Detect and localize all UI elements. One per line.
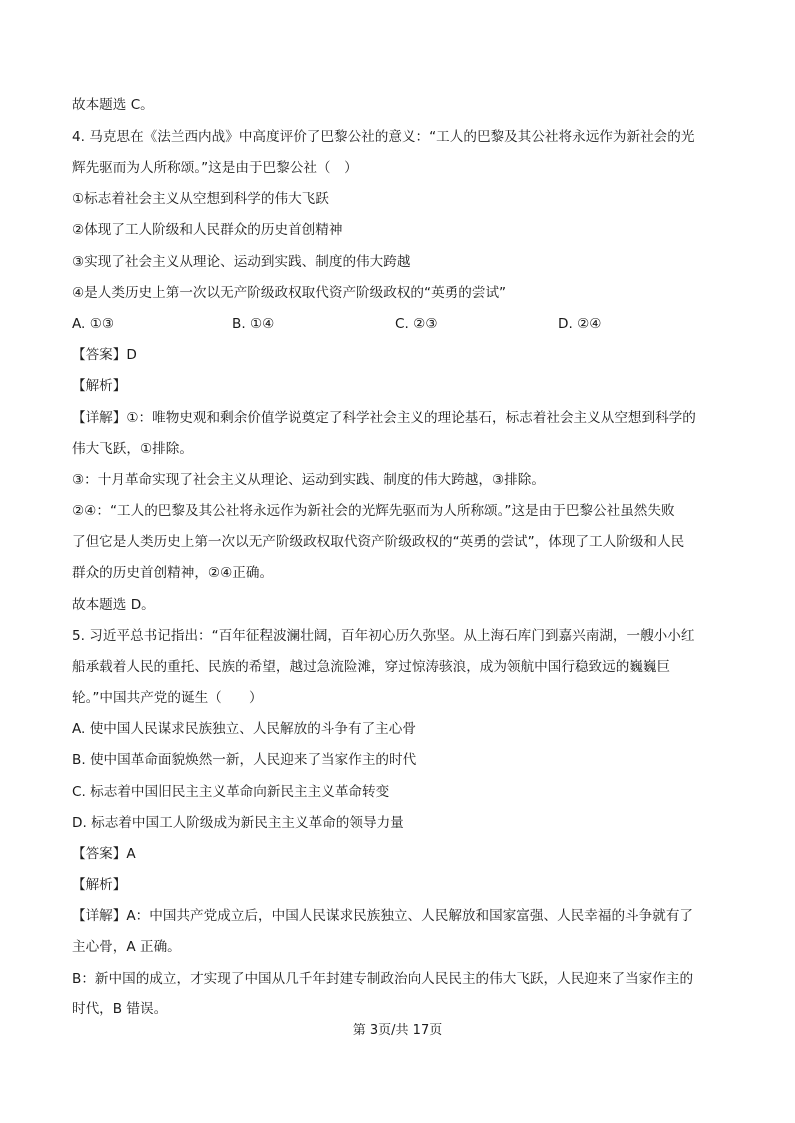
q5-option-b: B. 使中国革命面貌焕然一新，人民迎来了当家作主的时代: [72, 752, 417, 768]
q4-stem-line-2: 辉先驱而为人所称颂。”这是由于巴黎公社（ ）: [72, 160, 358, 176]
q4-option-b: B. ①④: [232, 316, 275, 332]
q4-detail-line-3: ③：十月革命实现了社会主义从理论、运动到实践、制度的伟大跨越，③排除。: [72, 472, 545, 488]
previous-conclusion: 故本题选 C。: [72, 97, 154, 113]
q4-answer: 【答案】D: [72, 347, 137, 363]
q5-stem-line-3: 轮。”中国共产党的诞生（ ）: [72, 690, 263, 706]
q4-conclusion: 故本题选 D。: [72, 597, 155, 613]
q5-option-c: C. 标志着中国旧民主主义革命向新民主主义革命转变: [72, 784, 390, 800]
q5-detail-line-3: B：新中国的成立，才实现了中国从几千年封建专制政治向人民民主的伟大飞跃，人民迎来了当家作主的: [72, 971, 694, 987]
q4-statement-3: ③实现了社会主义从理论、运动到实践、制度的伟大跨越: [72, 254, 411, 270]
q4-detail-line-5: 了但它是人类历史上第一次以无产阶级政权取代资产阶级政权的“英勇的尝试”，体现了工人阶级和人民: [72, 534, 685, 550]
q4-option-d: D. ②④: [558, 316, 602, 332]
q5-detail-line-4: 时代，B 错误。: [72, 1001, 168, 1017]
q5-answer: 【答案】A: [72, 846, 136, 862]
q4-statement-4: ④是人类历史上第一次以无产阶级政权取代资产阶级政权的“英勇的尝试”: [72, 285, 507, 301]
q5-analysis-label: 【解析】: [72, 877, 127, 893]
q4-option-c: C. ②③: [395, 316, 438, 332]
q5-option-d: D. 标志着中国工人阶级成为新民主主义革命的领导力量: [72, 815, 404, 831]
q5-detail-line-2: 主心骨，A 正确。: [72, 939, 181, 955]
q4-analysis-label: 【解析】: [72, 378, 127, 394]
q5-detail-line-1: 【详解】A：中国共产党成立后，中国人民谋求民族独立、人民解放和国家富强、人民幸福的斗争就有了: [72, 908, 694, 924]
q4-statement-1: ①标志着社会主义从空想到科学的伟大飞跃: [72, 191, 329, 207]
q4-stem-line-1: 4. 马克思在《法兰西内战》中高度评价了巴黎公社的意义：“工人的巴黎及其公社将永远作为新社会的光: [72, 129, 695, 145]
q5-stem-line-2: 船承载着人民的重托、民族的希望，越过急流险滩，穿过惊涛骇浪，成为领航中国行稳致远的巍巍巨: [72, 659, 671, 675]
q4-detail-line-6: 群众的历史首创精神，②④正确。: [72, 565, 274, 581]
q4-statement-2: ②体现了工人阶级和人民群众的历史首创精神: [72, 222, 343, 238]
q4-option-a: A. ①③: [72, 316, 115, 332]
q4-detail-line-2: 伟大飞跃，①排除。: [72, 441, 193, 457]
q5-stem-line-1: 5. 习近平总书记指出：“百年征程波澜壮阔，百年初心历久弥坚。从上海石库门到嘉兴南湖，一艘小小红: [72, 628, 695, 644]
q4-detail-line-4: ②④：“工人的巴黎及其公社将永远作为新社会的光辉先驱而为人所称颂。”这是由于巴黎公社虽然失败: [72, 503, 675, 519]
q5-option-a: A. 使中国人民谋求民族独立、人民解放的斗争有了主心骨: [72, 721, 416, 737]
q4-detail-line-1: 【详解】①：唯物史观和剩余价值学说奠定了科学社会主义的理论基石，标志着社会主义从空想到科学的: [72, 410, 696, 426]
page-footer: 第 3页/共 17页: [352, 1023, 443, 1038]
